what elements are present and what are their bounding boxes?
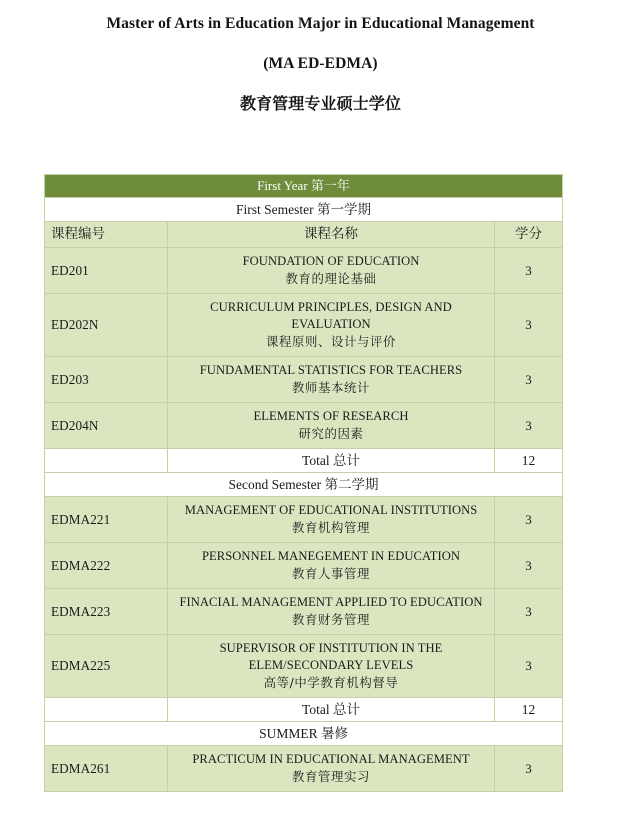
course-name-chinese: 教师基本统计 bbox=[292, 380, 370, 395]
table-row-total bbox=[45, 449, 563, 473]
table-row-course bbox=[45, 543, 563, 589]
course-name-chinese: 教育人事管理 bbox=[292, 566, 370, 581]
table-row-year-banner bbox=[45, 175, 563, 198]
course-code: ED203 bbox=[45, 357, 168, 403]
table-row-course bbox=[45, 635, 563, 698]
course-name-english: CURRICULUM PRINCIPLES, DESIGN AND EVALUATION bbox=[210, 300, 452, 331]
document-title-block bbox=[0, 0, 641, 116]
course-code: EDMA261 bbox=[45, 746, 168, 792]
course-name-english: PRACTICUM IN EDUCATIONAL MANAGEMENT bbox=[192, 752, 470, 766]
course-name bbox=[168, 635, 495, 698]
course-units: 3 bbox=[495, 635, 563, 698]
course-units: 3 bbox=[495, 589, 563, 635]
course-name-chinese: 教育财务管理 bbox=[292, 612, 370, 627]
table-row-semester-banner bbox=[45, 473, 563, 497]
course-name-english: FUNDAMENTAL STATISTICS FOR TEACHERS bbox=[199, 363, 463, 377]
table-row-course bbox=[45, 497, 563, 543]
curriculum-table bbox=[44, 174, 563, 792]
course-units: 3 bbox=[495, 294, 563, 357]
total-units: 12 bbox=[495, 698, 563, 722]
course-name-chinese: 教育管理实习 bbox=[292, 769, 370, 784]
course-code: EDMA222 bbox=[45, 543, 168, 589]
course-name-english: FINACIAL MANAGEMENT APPLIED TO EDUCATION bbox=[179, 595, 483, 609]
total-spacer bbox=[45, 698, 168, 722]
course-units: 3 bbox=[495, 248, 563, 294]
semester-banner-label: Second Semester 第二学期 bbox=[45, 473, 563, 497]
course-code: EDMA221 bbox=[45, 497, 168, 543]
page-title-abbreviation: (MA ED-EDMA) bbox=[263, 55, 378, 72]
course-name bbox=[168, 746, 495, 792]
total-label: Total 总计 bbox=[168, 698, 495, 722]
page-title-chinese: 教育管理专业硕士学位 bbox=[239, 94, 401, 113]
course-name bbox=[168, 248, 495, 294]
table-row-course bbox=[45, 403, 563, 449]
course-units: 3 bbox=[495, 543, 563, 589]
curriculum-table-wrapper bbox=[44, 174, 562, 792]
table-row-course bbox=[45, 357, 563, 403]
course-name-chinese: 教育的理论基础 bbox=[285, 271, 377, 286]
table-row-semester-banner bbox=[45, 722, 563, 746]
column-header-code: 课程编号 bbox=[45, 222, 168, 248]
table-row-total bbox=[45, 698, 563, 722]
course-units: 3 bbox=[495, 403, 563, 449]
course-name-chinese: 高等/中学教育机构督导 bbox=[263, 675, 399, 690]
course-name bbox=[168, 357, 495, 403]
column-header-name: 课程名称 bbox=[168, 222, 495, 248]
table-row-column-headers bbox=[45, 222, 563, 248]
table-row-course bbox=[45, 589, 563, 635]
course-code: EDMA225 bbox=[45, 635, 168, 698]
course-units: 3 bbox=[495, 497, 563, 543]
course-name bbox=[168, 294, 495, 357]
page-title-english: Master of Arts in Education Major in Educational Management bbox=[106, 15, 535, 32]
course-units: 3 bbox=[495, 357, 563, 403]
table-row-semester-banner bbox=[45, 198, 563, 222]
course-name-english: ELEMENTS OF RESEARCH bbox=[253, 409, 409, 423]
course-name bbox=[168, 589, 495, 635]
course-code: EDMA223 bbox=[45, 589, 168, 635]
semester-banner-label: SUMMER 暑修 bbox=[45, 722, 563, 746]
course-name-chinese: 研究的因素 bbox=[298, 426, 364, 441]
course-name-english: PERSONNEL MANEGEMENT IN EDUCATION bbox=[201, 549, 461, 563]
semester-banner-label: First Semester 第一学期 bbox=[45, 198, 563, 222]
course-name-english: SUPERVISOR OF INSTITUTION IN THE ELEM/SECONDARY LEVELS bbox=[219, 641, 443, 672]
course-code: ED204N bbox=[45, 403, 168, 449]
course-name-english: FOUNDATION OF EDUCATION bbox=[242, 254, 420, 268]
course-name-chinese: 教育机构管理 bbox=[292, 520, 370, 535]
total-spacer bbox=[45, 449, 168, 473]
course-name bbox=[168, 403, 495, 449]
course-name bbox=[168, 497, 495, 543]
total-units: 12 bbox=[495, 449, 563, 473]
curriculum-table-body bbox=[45, 175, 563, 792]
table-row-course bbox=[45, 746, 563, 792]
course-code: ED202N bbox=[45, 294, 168, 357]
table-row-course bbox=[45, 294, 563, 357]
course-code: ED201 bbox=[45, 248, 168, 294]
course-name-english: MANAGEMENT OF EDUCATIONAL INSTITUTIONS bbox=[184, 503, 478, 517]
course-name bbox=[168, 543, 495, 589]
table-row-course bbox=[45, 248, 563, 294]
course-name-chinese: 课程原则、设计与评价 bbox=[266, 334, 396, 349]
column-header-units: 学分 bbox=[495, 222, 563, 248]
total-label: Total 总计 bbox=[168, 449, 495, 473]
course-units: 3 bbox=[495, 746, 563, 792]
year-banner-label: First Year 第一年 bbox=[45, 175, 563, 198]
